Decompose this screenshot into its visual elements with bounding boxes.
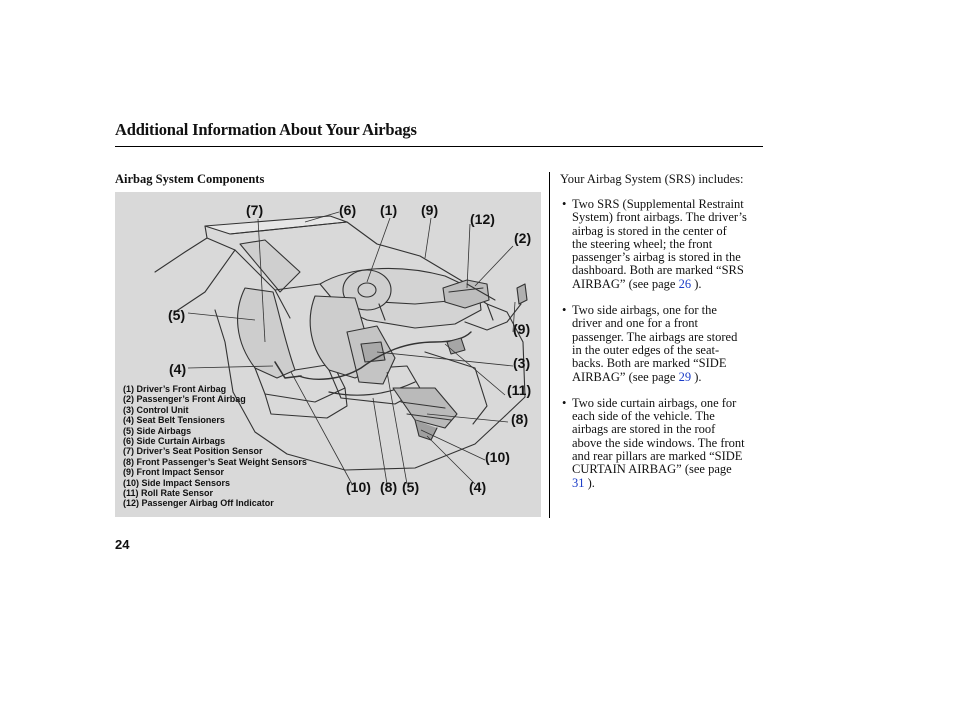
- bullet-line: passenger. The airbags are stored: [572, 329, 738, 344]
- callout-5-bottom: (5): [402, 479, 420, 495]
- bullet-line: each side of the vehicle. The: [572, 409, 715, 424]
- callout-1-top: (1): [380, 202, 398, 218]
- text: AIRBAG” (see page: [572, 369, 679, 384]
- legend-item: (1) Driver’s Front Airbag: [123, 384, 227, 394]
- legend-item: (7) Driver’s Seat Position Sensor: [123, 446, 263, 457]
- section-title: Airbag System Components: [115, 172, 265, 186]
- title-rule: [115, 146, 763, 147]
- text: ).: [691, 369, 702, 384]
- bullet-line: in the outer edges of the seat-: [572, 342, 720, 357]
- bullet-line: and rear pillars are marked “SIDE: [572, 449, 743, 464]
- bullet-front-airbags: [562, 198, 762, 291]
- bullet-line: dashboard. Both are marked “SRS: [572, 263, 744, 278]
- column-divider: [549, 172, 550, 518]
- bullet-side-curtain-airbags: [562, 397, 762, 490]
- bullet-line: CURTAIN AIRBAG” (see page: [572, 462, 732, 477]
- page-link-26[interactable]: 26: [678, 276, 692, 291]
- text: AIRBAG” (see page: [572, 276, 679, 291]
- component-legend: [123, 384, 307, 509]
- callout-10-right: (10): [485, 449, 510, 465]
- bullet-dot: •: [562, 303, 567, 318]
- bullet-line: passenger’s airbag is stored in the: [572, 250, 741, 265]
- bullet-line: above the side windows. The front: [572, 435, 745, 450]
- bullet-line-last: [572, 477, 762, 490]
- bullet-line: Two side curtain airbags, one for: [572, 395, 737, 410]
- callout-9-right: (9): [513, 321, 531, 337]
- callout-6-top: (6): [339, 202, 357, 218]
- legend-item: (4) Seat Belt Tensioners: [123, 415, 225, 426]
- legend-item: (10) Side Impact Sensors: [123, 477, 231, 488]
- page-link-31[interactable]: 31: [572, 475, 585, 490]
- bullet-dot: •: [562, 395, 567, 410]
- bullet-line: the steering wheel; the front: [572, 236, 713, 251]
- bullet-line: Two side airbags, one for the: [572, 303, 717, 318]
- page-number: 24: [115, 537, 130, 552]
- callout-5-left: (5): [168, 307, 186, 323]
- bullet-line-last: [572, 278, 762, 291]
- legend-item: (12) Passenger Airbag Off Indicator: [123, 498, 274, 509]
- callout-9-top: (9): [421, 202, 439, 218]
- page-link-29[interactable]: 29: [678, 369, 692, 384]
- bullet-line: airbags are stored in the roof: [572, 422, 716, 437]
- bullet-line: System) front airbags. The driver’s: [572, 210, 747, 225]
- legend-item: (2) Passenger’s Front Airbag: [123, 394, 246, 405]
- legend-item: (11) Roll Rate Sensor: [123, 488, 214, 499]
- callout-11: (11): [507, 382, 532, 398]
- page-title: Additional Information About Your Airbags: [115, 120, 417, 139]
- legend-item: (3) Control Unit: [123, 404, 189, 415]
- bullet-line: Two SRS (Supplemental Restraint: [572, 197, 744, 211]
- callout-12: (12): [470, 211, 495, 227]
- airbag-components-figure: [115, 192, 541, 517]
- bullet-line: backs. Both are marked “SIDE: [572, 356, 727, 371]
- bullet-line: airbag is stored in the center of: [572, 223, 727, 238]
- callout-8-bottom: (8): [380, 479, 398, 495]
- bullet-side-airbags: [562, 304, 762, 384]
- legend-item: (5) Side Airbags: [123, 425, 192, 436]
- callout-7-top: (7): [246, 202, 264, 218]
- intro-text: Your Airbag System (SRS) includes:: [560, 172, 744, 186]
- bullet-list: [562, 198, 762, 503]
- callout-4-bottom: (4): [469, 479, 487, 495]
- text: ).: [584, 475, 595, 490]
- callout-8-right: (8): [511, 411, 529, 427]
- callout-10-bottom: (10): [346, 479, 371, 495]
- legend-item: (8) Front Passenger’s Seat Weight Sensors: [123, 456, 307, 467]
- legend-item: (9) Front Impact Sensor: [123, 467, 225, 478]
- bullet-dot: •: [562, 197, 567, 211]
- callout-2: (2): [514, 230, 532, 246]
- bullet-line: driver and one for a front: [572, 316, 698, 331]
- callout-4-left: (4): [169, 361, 187, 377]
- bullet-line-last: [572, 371, 762, 384]
- text: ).: [691, 276, 702, 291]
- callout-3: (3): [513, 355, 531, 371]
- legend-item: (6) Side Curtain Airbags: [123, 436, 226, 447]
